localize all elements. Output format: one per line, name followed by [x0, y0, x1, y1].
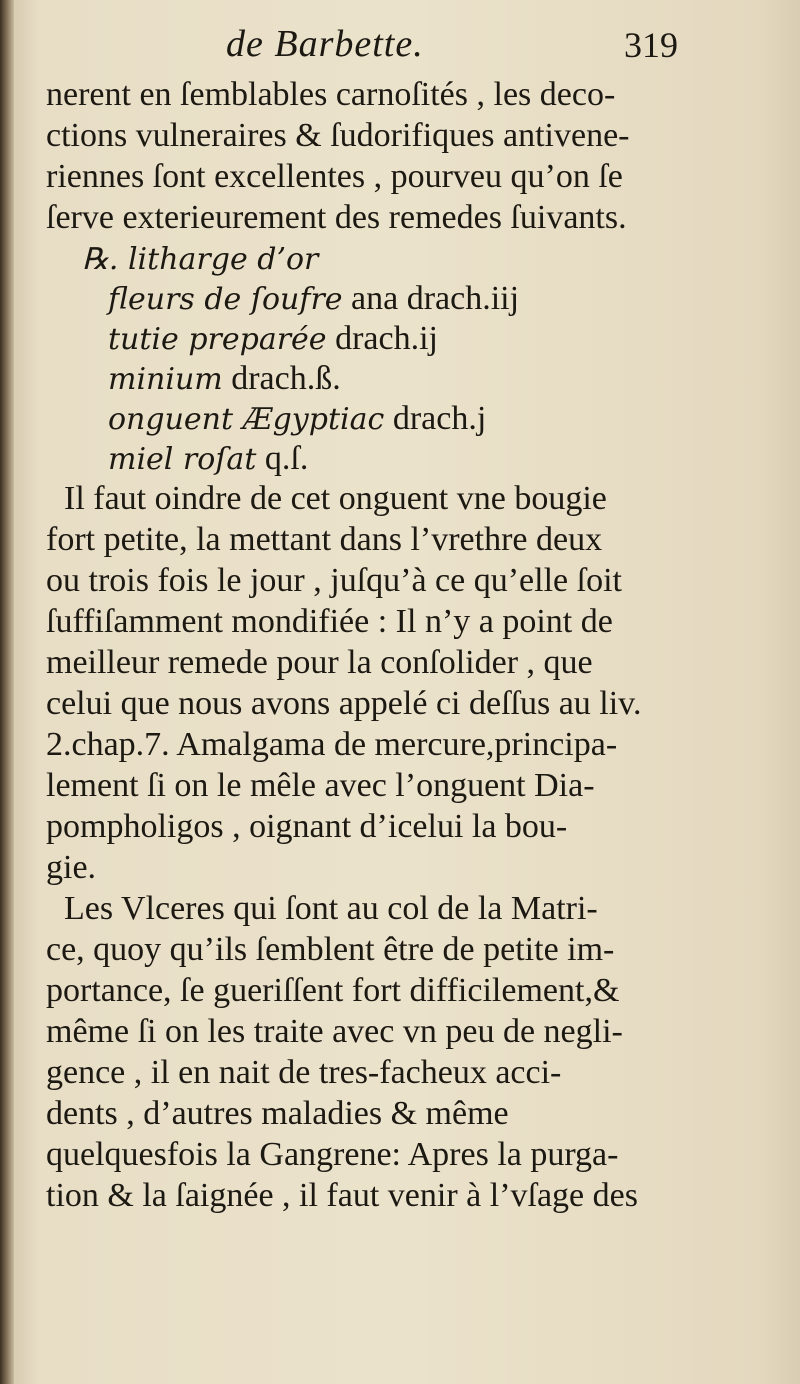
recipe-line [46, 238, 746, 278]
running-head: de Barbette. [226, 23, 424, 65]
recipe-ingredient: tutie preparée [108, 322, 327, 357]
recipe-ingredient: onguent Ægyptiac [108, 402, 385, 437]
text-line: ctions vulneraires & ſudorifiques antivene- [46, 117, 630, 154]
text-line: ou trois fois le jour , juſqu’à ce qu’elle ſoit [46, 562, 622, 599]
recipe-block [46, 238, 746, 478]
text-line: gie. [46, 849, 97, 886]
recipe-line [46, 318, 746, 358]
recipe-line [46, 358, 746, 398]
recipe-ingredient: miel roſat [108, 442, 257, 477]
text-line: tion & la ſaignée , il faut venir à l’vſage des [46, 1177, 638, 1214]
recipe-line [46, 278, 746, 318]
recipe-ingredient: ℞. litharge d’or [82, 242, 319, 277]
text-line: quelquesfois la Gangrene: Apres la purga- [46, 1136, 619, 1173]
text-line: celui que nous avons appelé ci deſſus au liv. [46, 685, 642, 722]
recipe-dose: drach.j [392, 400, 487, 437]
recipe-line [46, 438, 746, 478]
recipe-ingredient: minium [108, 362, 223, 397]
text-line: même ſi on les traite avec vn peu de negli- [46, 1013, 623, 1050]
binding-gutter [0, 0, 14, 1384]
text-line: Les Vlceres qui ſont au col de la Matri- [64, 890, 598, 927]
text-line: riennes ſont excellentes , pourveu qu’on ſe [46, 158, 623, 195]
recipe-dose: drach.ß. [231, 360, 341, 397]
text-line: Il faut oindre de cet onguent vne bougie [64, 480, 607, 517]
text-line: 2.chap.7. Amalgama de mercure,principa- [46, 726, 618, 763]
text-line: pompholigos , oignant d’icelui la bou- [46, 808, 568, 845]
text-line: lement ſi on le mêle avec l’onguent Dia- [46, 767, 595, 804]
body-text [46, 74, 746, 1216]
recipe-line [46, 398, 746, 438]
text-line: portance, ſe gueriſſent fort difficilement,& [46, 972, 620, 1009]
text-line: nerent en ſemblables carnoſités , les deco- [46, 76, 616, 113]
text-line: dents , d’autres maladies & même [46, 1095, 509, 1132]
recipe-dose: drach.ij [335, 320, 438, 357]
text-line: ce, quoy qu’ils ſemblent être de petite im- [46, 931, 615, 968]
text-line: ſerve exterieurement des remedes ſuivants. [46, 199, 627, 236]
text-line: gence , il en nait de tres-facheux acci- [46, 1054, 562, 1091]
page-header [0, 22, 800, 72]
recipe-dose: q.ſ. [264, 440, 309, 477]
recipe-ingredient: fleurs de ſoufre [108, 282, 343, 317]
text-line: fort petite, la mettant dans l’vrethre deux [46, 521, 603, 558]
page-number: 319 [624, 25, 678, 65]
text-line: ſuffiſamment mondifiée : Il n’y a point de [46, 603, 613, 640]
text-line: meilleur remede pour la conſolider , que [46, 644, 593, 681]
recipe-dose: ana drach.iij [351, 280, 520, 317]
